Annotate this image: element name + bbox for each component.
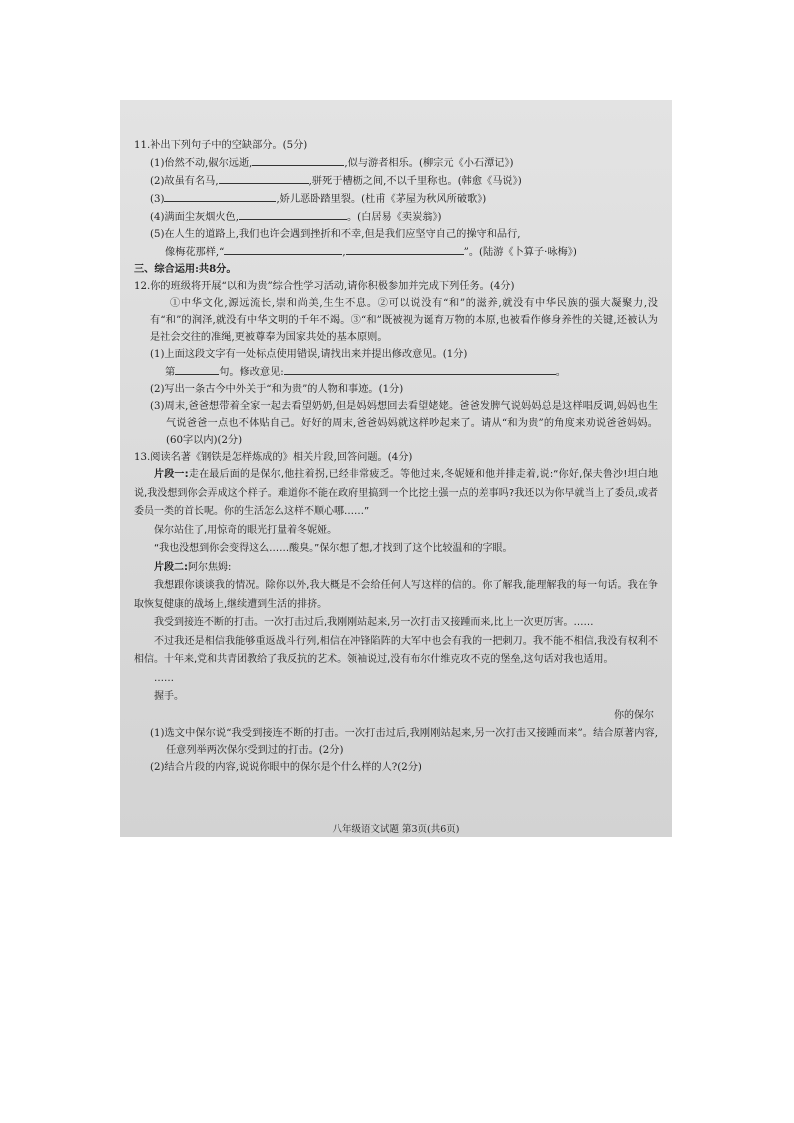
q13-sub2: (2)结合片段的内容,说说你眼中的保尔是个什么样的人?(2分) xyxy=(150,762,422,773)
fragment-2-signature: 你的保尔 xyxy=(614,709,654,721)
fragment-2-p2: 我受到接连不断的打击。一次打击过后,我刚刚站起来,另一次打击又接踵而来,比上一次更厉害。…… xyxy=(154,617,594,628)
answer-blank[interactable] xyxy=(346,243,464,255)
fragment-2-p3: 不过我还是相信我能够重返战斗行列,相信在冲锋陷阵的大军中也会有我的一把刺刀。我不能不相信,我没有权利不相信。十年来,党和共青团教给了我反抗的艺术。领袖说过,没有布尔什维克攻不克的堡垒,这句话对我也适用。 xyxy=(134,635,658,665)
q11-item-5-cont: 像梅花那样,“ , ”。(陆游《卜算子·咏梅》) xyxy=(134,243,658,261)
fragment-2-ellipsis: …… xyxy=(154,672,174,684)
q12-sub3: (3)周末,爸爸想带着全家一起去看望奶奶,但是妈妈想回去看望姥姥。爸爸发脾气说妈妈总是这样唱反调,妈妈也生气说爸爸一点也不体贴自己。好好的周末,爸爸妈妈就这样吵起来了。请从“和为贵”的角度来劝说爸爸妈妈。(60字以内)(2分) xyxy=(150,401,658,446)
exam-page xyxy=(120,100,672,837)
q11-item-1: (1)佁然不动,俶尔远逝, ,似与游者相乐。(柳宗元《小石潭记》) xyxy=(134,154,658,172)
q12-sub1: (1)上面这段文字有一处标点使用错误,请找出来并提出修改意见。(1分) xyxy=(150,349,468,360)
q12-sub1-answer: 第 句。修改意见: 。 xyxy=(134,363,658,381)
q11-item-4: (4)满面尘灰烟火色, 。(白居易《卖炭翁》) xyxy=(134,208,658,226)
sentence-number-blank[interactable] xyxy=(175,363,219,375)
q11-title: 11.补出下列句子中的空缺部分。(5分) xyxy=(134,140,308,151)
q13-sub1: (1)选文中保尔说“我受到接连不断的打击。一次打击过后,我刚刚站起来,另一次打击又接踵而来”。结合原著内容,任意列举两次保尔受到过的打击。(2分) xyxy=(150,728,658,756)
fragment-2-p1: 我想跟你谈谈我的情况。除你以外,我大概是不会给任何人写这样的信的。你了解我,能理解我的每一句话。我在争取恢复健康的战场上,继续遭到生活的排挤。 xyxy=(134,580,658,610)
q11-item-5: (5)在人生的道路上,我们也许会遇到挫折和不幸,但是我们应坚守自己的操守和品行, xyxy=(150,229,521,240)
fragment-2-heading: 片段二:阿尔焦姆: xyxy=(154,561,232,573)
fragment-1-p3: “我也没想到你会变得这么……酸臭。”保尔想了想,才找到了这个比较温和的字眼。 xyxy=(154,543,513,554)
answer-blank[interactable] xyxy=(224,243,342,255)
page-footer: 八年级语文试题 第3页(共6页) xyxy=(332,824,460,835)
q12-title: 12.你的班级将开展“以和为贵”综合性学习活动,请你积极参加并完成下列任务。(4分) xyxy=(134,281,515,292)
q11-item-3: (3) ,娇儿恶卧踏里裂。(杜甫《茅屋为秋风所破歌》) xyxy=(134,190,658,208)
fragment-2-handshake: 握手。 xyxy=(154,691,184,702)
answer-blank[interactable] xyxy=(164,190,276,202)
answer-blank[interactable] xyxy=(239,208,347,220)
fragment-1: 片段一:走在最后面的是保尔,他拄着拐,已经非常疲乏。等他过来,冬妮娅和他并排走着,说:“你好,保夫鲁沙!坦白地说,我没想到你会弄成这个样子。难道你不能在政府里搞到一个比挖土强一点的差事吗?我还以为你早就当上了委员,或者委员一类的首长呢。你的生活怎么这样不顺心哪……” xyxy=(134,469,659,517)
q13-title: 13.阅读名著《钢铁是怎样炼成的》相关片段,回答问题。(4分) xyxy=(134,452,413,463)
answer-blank[interactable] xyxy=(252,154,344,166)
section-3-heading: 三、综合运用:共8分。 xyxy=(134,263,237,275)
answer-blank[interactable] xyxy=(219,172,309,184)
revision-blank[interactable] xyxy=(284,363,556,375)
q11-item-2: (2)故虽有名马, ,骈死于槽枥之间,不以千里称也。(韩愈《马说》) xyxy=(134,172,658,190)
q12-passage: ①中华文化,源远流长,崇和尚美,生生不息。②可以说没有“和”的滋养,就没有中华民族的强大凝聚力,没有“和”的润泽,就没有中华文明的千年不竭。③“和”既被视为诞育万物的本原,也被看作修身养性的关键,还被认为是社会交往的准绳,更被尊奉为国家共处的基本原则。 xyxy=(150,298,658,343)
fragment-1-p2: 保尔站住了,用惊奇的眼光打量着冬妮娅。 xyxy=(154,524,338,536)
q12-sub2: (2)写出一条古今中外关于“和为贵”的人物和事迹。(1分) xyxy=(150,384,404,395)
